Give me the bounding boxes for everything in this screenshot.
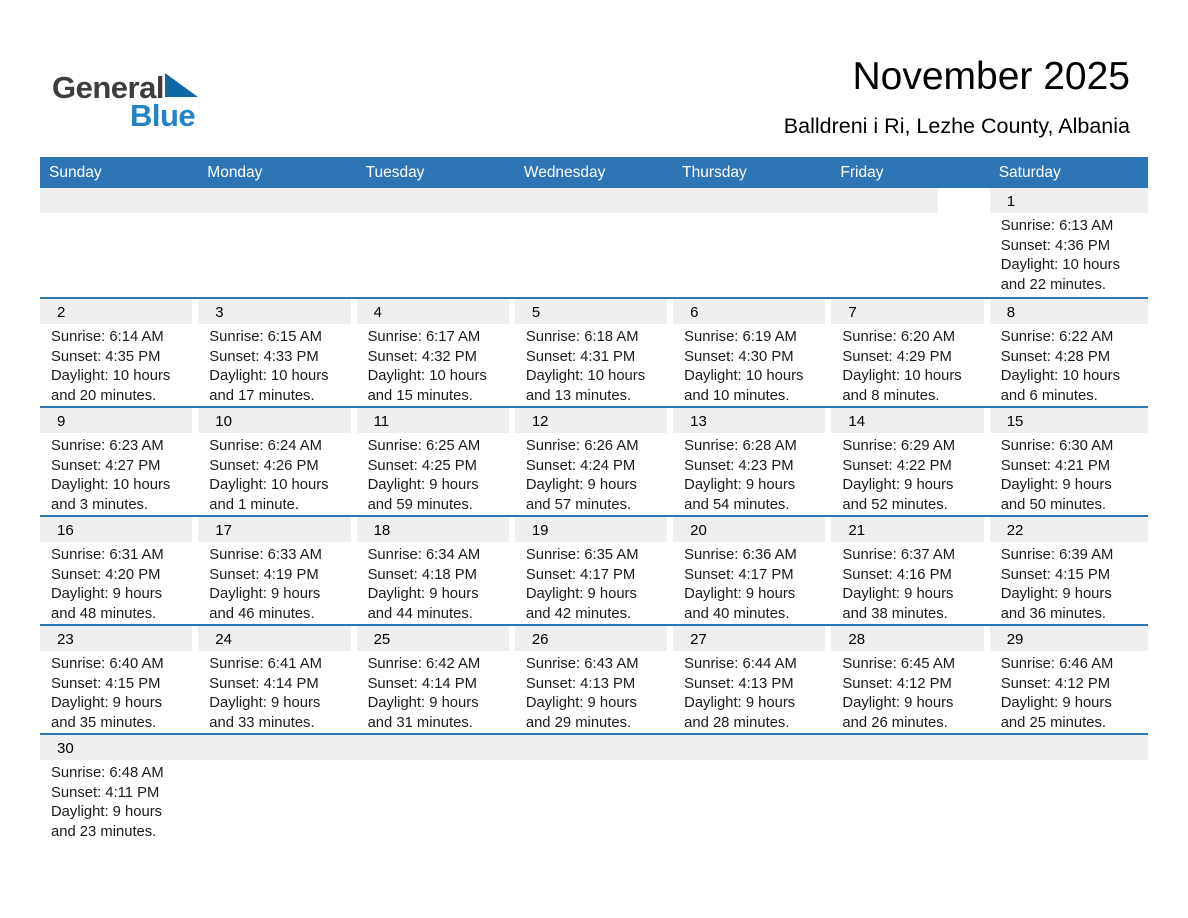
daylight-text-line1: Daylight: 9 hours xyxy=(684,586,796,603)
day-details xyxy=(40,651,198,733)
daylight-text-line1: Daylight: 9 hours xyxy=(1000,477,1112,494)
daylight-text-line2: and 50 minutes. xyxy=(1000,496,1106,513)
empty-number-band xyxy=(357,188,515,213)
day-number-band xyxy=(357,517,509,542)
calendar-table xyxy=(40,157,1148,842)
day-cell-13 xyxy=(673,408,831,515)
day-cell-28 xyxy=(831,626,989,733)
sunrise-text: Sunrise: 6:22 AM xyxy=(1000,329,1114,345)
day-number-band xyxy=(831,408,983,433)
sunset-text: Sunset: 4:19 PM xyxy=(209,566,319,583)
week-row xyxy=(40,733,1148,842)
day-details xyxy=(40,433,198,515)
day-number: 8 xyxy=(1006,304,1016,321)
sunset-text: Sunset: 4:16 PM xyxy=(842,566,952,583)
empty-number-band xyxy=(831,188,937,213)
day-number-band xyxy=(40,626,192,651)
day-number: 4 xyxy=(373,304,382,321)
weekday-header-row xyxy=(40,157,1148,188)
day-cell-21 xyxy=(831,517,989,624)
day-number-band xyxy=(198,408,350,433)
day-number-band xyxy=(990,626,1148,651)
sunrise-text: Sunrise: 6:35 AM xyxy=(525,547,639,563)
sunrise-text: Sunrise: 6:15 AM xyxy=(209,329,322,345)
day-number-band xyxy=(515,517,667,542)
weekday-header-sunday: Sunday xyxy=(49,163,102,181)
sunrise-text: Sunrise: 6:41 AM xyxy=(209,656,322,672)
day-cell-15 xyxy=(990,408,1148,515)
day-details xyxy=(198,433,356,515)
day-number: 3 xyxy=(215,304,224,321)
daylight-text-line2: and 31 minutes. xyxy=(367,714,473,731)
sunrise-text: Sunrise: 6:29 AM xyxy=(842,438,956,454)
logo-text-blue: Blue xyxy=(130,98,196,133)
day-number: 2 xyxy=(57,304,66,321)
daylight-text-line1: Daylight: 10 hours xyxy=(842,368,962,385)
daylight-text-line1: Daylight: 9 hours xyxy=(51,804,163,821)
day-details xyxy=(357,433,515,515)
empty-day-cell xyxy=(515,735,673,842)
daylight-text-line1: Daylight: 9 hours xyxy=(525,695,637,712)
day-details xyxy=(831,433,989,515)
daylight-text-line1: Daylight: 9 hours xyxy=(525,477,637,494)
day-cell-8 xyxy=(990,299,1148,406)
day-details xyxy=(990,213,1148,295)
daylight-text-line1: Daylight: 9 hours xyxy=(684,695,796,712)
day-number-band xyxy=(831,517,983,542)
empty-number-band xyxy=(40,188,198,213)
sunrise-text: Sunrise: 6:42 AM xyxy=(367,656,481,672)
day-number: 23 xyxy=(57,631,74,648)
day-details xyxy=(673,651,831,733)
sunset-text: Sunset: 4:31 PM xyxy=(525,348,636,365)
sunset-text: Sunset: 4:17 PM xyxy=(684,566,794,583)
day-number-band xyxy=(515,408,667,433)
sunset-text: Sunset: 4:20 PM xyxy=(51,566,161,583)
day-details xyxy=(673,324,831,406)
day-cell-30 xyxy=(40,735,198,842)
day-details xyxy=(357,542,515,624)
sunrise-text: Sunrise: 6:48 AM xyxy=(51,765,164,781)
day-cell-3 xyxy=(198,299,356,406)
daylight-text-line1: Daylight: 10 hours xyxy=(684,368,804,385)
empty-day-cell xyxy=(40,188,198,297)
empty-day-cell xyxy=(831,735,989,842)
daylight-text-line2: and 26 minutes. xyxy=(842,714,948,731)
day-number-band xyxy=(673,408,825,433)
sunrise-text: Sunrise: 6:46 AM xyxy=(1000,656,1114,672)
empty-number-band xyxy=(198,735,356,760)
daylight-text-line1: Daylight: 9 hours xyxy=(367,586,479,603)
day-cell-2 xyxy=(40,299,198,406)
sunset-text: Sunset: 4:25 PM xyxy=(367,457,477,474)
day-number-band xyxy=(357,408,509,433)
day-details xyxy=(831,324,989,406)
sunrise-text: Sunrise: 6:39 AM xyxy=(1000,547,1114,563)
day-number-band xyxy=(40,517,192,542)
calendar-grid xyxy=(40,188,1148,842)
day-number: 19 xyxy=(531,522,549,539)
daylight-text-line1: Daylight: 10 hours xyxy=(51,368,171,385)
daylight-text-line1: Daylight: 9 hours xyxy=(209,586,321,603)
day-number: 15 xyxy=(1006,413,1024,430)
sunset-text: Sunset: 4:26 PM xyxy=(209,457,319,474)
week-row xyxy=(40,624,1148,733)
weekday-header-saturday: Saturday xyxy=(998,163,1061,181)
daylight-text-line1: Daylight: 9 hours xyxy=(684,477,796,494)
day-cell-17 xyxy=(198,517,356,624)
day-number: 21 xyxy=(848,522,866,539)
empty-day-cell xyxy=(673,188,831,297)
day-number: 17 xyxy=(215,522,232,539)
sunrise-text: Sunrise: 6:44 AM xyxy=(684,656,797,672)
daylight-text-line2: and 10 minutes. xyxy=(684,387,790,404)
day-number: 27 xyxy=(690,631,707,648)
day-details xyxy=(831,542,989,624)
day-cell-24 xyxy=(198,626,356,733)
day-number: 6 xyxy=(690,304,699,321)
daylight-text-line1: Daylight: 9 hours xyxy=(51,586,163,603)
day-details xyxy=(515,542,673,624)
day-number: 30 xyxy=(57,740,74,757)
sunrise-text: Sunrise: 6:40 AM xyxy=(51,656,164,672)
sunrise-text: Sunrise: 6:20 AM xyxy=(842,329,956,345)
day-number: 5 xyxy=(531,304,541,321)
sunset-text: Sunset: 4:14 PM xyxy=(367,675,477,692)
day-cell-20 xyxy=(673,517,831,624)
sunset-text: Sunset: 4:13 PM xyxy=(684,675,794,692)
daylight-text-line2: and 29 minutes. xyxy=(525,714,632,731)
daylight-text-line1: Daylight: 9 hours xyxy=(525,586,637,603)
daylight-text-line2: and 40 minutes. xyxy=(684,605,790,622)
day-number-band xyxy=(40,735,198,760)
day-cell-10 xyxy=(198,408,356,515)
sunset-text: Sunset: 4:21 PM xyxy=(1000,457,1111,474)
title-block xyxy=(784,55,1130,139)
day-number-band xyxy=(40,408,192,433)
weekday-header-wednesday: Wednesday xyxy=(523,163,606,181)
day-number-band xyxy=(198,299,350,324)
sunset-text: Sunset: 4:15 PM xyxy=(1000,566,1111,583)
daylight-text-line2: and 6 minutes. xyxy=(1000,387,1098,404)
day-details xyxy=(198,651,356,733)
daylight-text-line2: and 33 minutes. xyxy=(209,714,315,731)
daylight-text-line1: Daylight: 9 hours xyxy=(842,477,954,494)
daylight-text-line1: Daylight: 9 hours xyxy=(367,695,479,712)
day-number-band xyxy=(990,188,1148,213)
day-number-band xyxy=(831,299,983,324)
day-number-band xyxy=(198,517,350,542)
day-number: 10 xyxy=(215,413,232,430)
day-number: 25 xyxy=(373,631,391,648)
day-cell-19 xyxy=(515,517,673,624)
daylight-text-line1: Daylight: 9 hours xyxy=(1000,586,1112,603)
daylight-text-line1: Daylight: 9 hours xyxy=(842,586,954,603)
empty-day-cell xyxy=(515,188,673,297)
day-cell-11 xyxy=(357,408,515,515)
empty-number-band xyxy=(990,735,1148,760)
day-details xyxy=(990,651,1148,733)
sunset-text: Sunset: 4:12 PM xyxy=(1000,675,1111,692)
sunset-text: Sunset: 4:35 PM xyxy=(51,348,161,365)
empty-number-band xyxy=(515,735,673,760)
day-cell-23 xyxy=(40,626,198,733)
logo-triangle-icon xyxy=(165,73,198,97)
day-number-band xyxy=(990,299,1148,324)
day-number: 16 xyxy=(57,522,74,539)
sunset-text: Sunset: 4:32 PM xyxy=(367,348,477,365)
daylight-text-line1: Daylight: 9 hours xyxy=(1000,695,1112,712)
daylight-text-line2: and 20 minutes. xyxy=(51,387,157,404)
sunset-text: Sunset: 4:18 PM xyxy=(367,566,477,583)
day-number: 13 xyxy=(690,413,707,430)
daylight-text-line2: and 48 minutes. xyxy=(51,605,157,622)
day-number-band xyxy=(990,408,1148,433)
day-details xyxy=(198,542,356,624)
day-number-band xyxy=(40,299,192,324)
sunset-text: Sunset: 4:13 PM xyxy=(525,675,636,692)
weekday-header-tuesday: Tuesday xyxy=(365,163,425,181)
day-number: 29 xyxy=(1006,631,1024,648)
day-number-band xyxy=(198,626,350,651)
daylight-text-line2: and 59 minutes. xyxy=(367,496,473,513)
sunset-text: Sunset: 4:29 PM xyxy=(842,348,952,365)
daylight-text-line2: and 28 minutes. xyxy=(684,714,790,731)
day-number: 1 xyxy=(1006,193,1016,210)
day-cell-1 xyxy=(990,188,1148,297)
day-details xyxy=(673,433,831,515)
daylight-text-line2: and 57 minutes. xyxy=(525,496,632,513)
sunset-text: Sunset: 4:12 PM xyxy=(842,675,952,692)
daylight-text-line1: Daylight: 9 hours xyxy=(842,695,954,712)
day-cell-25 xyxy=(357,626,515,733)
empty-day-cell xyxy=(357,735,515,842)
day-details xyxy=(990,433,1148,515)
day-cell-26 xyxy=(515,626,673,733)
day-number-band xyxy=(673,626,825,651)
empty-number-band xyxy=(198,188,356,213)
weekday-header-friday: Friday xyxy=(840,163,884,181)
day-number-band xyxy=(515,626,667,651)
day-number: 28 xyxy=(848,631,866,648)
day-cell-12 xyxy=(515,408,673,515)
daylight-text-line2: and 52 minutes. xyxy=(842,496,948,513)
day-details xyxy=(40,760,198,842)
sunrise-text: Sunrise: 6:45 AM xyxy=(842,656,956,672)
day-cell-27 xyxy=(673,626,831,733)
day-cell-9 xyxy=(40,408,198,515)
daylight-text-line2: and 38 minutes. xyxy=(842,605,948,622)
day-cell-6 xyxy=(673,299,831,406)
day-number-band xyxy=(357,299,509,324)
sunrise-text: Sunrise: 6:13 AM xyxy=(1000,218,1114,234)
sunset-text: Sunset: 4:15 PM xyxy=(51,675,161,692)
day-cell-14 xyxy=(831,408,989,515)
sunrise-text: Sunrise: 6:37 AM xyxy=(842,547,956,563)
week-row xyxy=(40,515,1148,624)
sunrise-text: Sunrise: 6:36 AM xyxy=(684,547,797,563)
sunrise-text: Sunrise: 6:14 AM xyxy=(51,329,164,345)
day-details xyxy=(673,542,831,624)
empty-day-cell xyxy=(673,735,831,842)
day-details xyxy=(515,651,673,733)
day-number-band xyxy=(357,626,509,651)
day-cell-22 xyxy=(990,517,1148,624)
daylight-text-line1: Daylight: 10 hours xyxy=(525,368,646,385)
day-details xyxy=(40,542,198,624)
day-details xyxy=(990,542,1148,624)
day-number: 7 xyxy=(848,304,857,321)
daylight-text-line2: and 22 minutes. xyxy=(1000,276,1106,293)
sunrise-text: Sunrise: 6:25 AM xyxy=(367,438,481,454)
sunset-text: Sunset: 4:17 PM xyxy=(525,566,636,583)
daylight-text-line2: and 3 minutes. xyxy=(51,496,149,513)
day-details xyxy=(357,651,515,733)
day-number-band xyxy=(673,517,825,542)
daylight-text-line2: and 13 minutes. xyxy=(525,387,632,404)
sunset-text: Sunset: 4:22 PM xyxy=(842,457,952,474)
daylight-text-line1: Daylight: 10 hours xyxy=(209,368,329,385)
sunset-text: Sunset: 4:14 PM xyxy=(209,675,319,692)
empty-number-band xyxy=(673,188,831,213)
day-cell-7 xyxy=(831,299,989,406)
day-number: 14 xyxy=(848,413,866,430)
empty-number-band xyxy=(515,188,673,213)
daylight-text-line2: and 23 minutes. xyxy=(51,823,157,840)
day-cell-29 xyxy=(990,626,1148,733)
day-details xyxy=(990,324,1148,406)
daylight-text-line2: and 54 minutes. xyxy=(684,496,790,513)
daylight-text-line1: Daylight: 10 hours xyxy=(1000,368,1120,385)
sunset-text: Sunset: 4:27 PM xyxy=(51,457,161,474)
daylight-text-line2: and 36 minutes. xyxy=(1000,605,1106,622)
day-cell-4 xyxy=(357,299,515,406)
day-details xyxy=(40,324,198,406)
sunrise-text: Sunrise: 6:19 AM xyxy=(684,329,797,345)
daylight-text-line1: Daylight: 9 hours xyxy=(367,477,479,494)
day-details xyxy=(515,324,673,406)
daylight-text-line1: Daylight: 9 hours xyxy=(51,695,163,712)
day-details xyxy=(515,433,673,515)
daylight-text-line2: and 44 minutes. xyxy=(367,605,473,622)
daylight-text-line1: Daylight: 10 hours xyxy=(367,368,487,385)
day-number: 18 xyxy=(373,522,391,539)
sunrise-text: Sunrise: 6:43 AM xyxy=(525,656,639,672)
daylight-text-line2: and 35 minutes. xyxy=(51,714,157,731)
sunrise-text: Sunrise: 6:26 AM xyxy=(525,438,639,454)
sunrise-text: Sunrise: 6:18 AM xyxy=(525,329,639,345)
daylight-text-line1: Daylight: 10 hours xyxy=(209,477,329,494)
month-title: November 2025 xyxy=(852,55,1130,98)
sunrise-text: Sunrise: 6:23 AM xyxy=(51,438,164,454)
sunset-text: Sunset: 4:11 PM xyxy=(51,784,160,801)
empty-day-cell xyxy=(198,735,356,842)
day-number-band xyxy=(673,299,825,324)
day-number: 11 xyxy=(373,413,390,430)
week-row xyxy=(40,188,1148,297)
empty-day-cell xyxy=(357,188,515,297)
sunrise-text: Sunrise: 6:31 AM xyxy=(51,547,164,563)
empty-number-band xyxy=(673,735,831,760)
sunset-text: Sunset: 4:24 PM xyxy=(525,457,636,474)
day-number-band xyxy=(990,517,1148,542)
daylight-text-line2: and 25 minutes. xyxy=(1000,714,1106,731)
empty-number-band xyxy=(831,735,989,760)
sunrise-text: Sunrise: 6:34 AM xyxy=(367,547,481,563)
daylight-text-line2: and 15 minutes. xyxy=(367,387,473,404)
sunset-text: Sunset: 4:33 PM xyxy=(209,348,319,365)
daylight-text-line2: and 1 minute. xyxy=(209,496,299,513)
day-number: 20 xyxy=(690,522,707,539)
day-number: 24 xyxy=(215,631,232,648)
sunset-text: Sunset: 4:36 PM xyxy=(1000,237,1111,254)
sunrise-text: Sunrise: 6:33 AM xyxy=(209,547,322,563)
week-row xyxy=(40,406,1148,515)
sunset-text: Sunset: 4:28 PM xyxy=(1000,348,1111,365)
sunset-text: Sunset: 4:23 PM xyxy=(684,457,794,474)
daylight-text-line2: and 42 minutes. xyxy=(525,605,632,622)
day-number: 22 xyxy=(1006,522,1024,539)
daylight-text-line2: and 17 minutes. xyxy=(209,387,315,404)
logo-text-general: General xyxy=(52,70,164,105)
day-cell-5 xyxy=(515,299,673,406)
daylight-text-line2: and 8 minutes. xyxy=(842,387,940,404)
sunset-text: Sunset: 4:30 PM xyxy=(684,348,794,365)
daylight-text-line1: Daylight: 10 hours xyxy=(51,477,171,494)
day-number: 12 xyxy=(531,413,549,430)
empty-day-cell xyxy=(831,188,989,297)
day-details xyxy=(357,324,515,406)
daylight-text-line1: Daylight: 10 hours xyxy=(1000,257,1120,274)
sunrise-text: Sunrise: 6:24 AM xyxy=(209,438,322,454)
day-details xyxy=(198,324,356,406)
weekday-header-monday: Monday xyxy=(207,163,263,181)
day-cell-18 xyxy=(357,517,515,624)
day-number-band xyxy=(831,626,983,651)
empty-day-cell xyxy=(990,735,1148,842)
empty-number-band xyxy=(357,735,515,760)
location-subtitle: Balldreni i Ri, Lezhe County, Albania xyxy=(783,113,1130,138)
sunrise-text: Sunrise: 6:28 AM xyxy=(684,438,797,454)
weekday-header-thursday: Thursday xyxy=(682,163,747,181)
day-number: 26 xyxy=(531,631,549,648)
daylight-text-line2: and 46 minutes. xyxy=(209,605,315,622)
day-number-band xyxy=(515,299,667,324)
daylight-text-line1: Daylight: 9 hours xyxy=(209,695,321,712)
sunrise-text: Sunrise: 6:17 AM xyxy=(367,329,481,345)
sunrise-text: Sunrise: 6:30 AM xyxy=(1000,438,1114,454)
day-details xyxy=(831,651,989,733)
day-cell-16 xyxy=(40,517,198,624)
empty-day-cell xyxy=(198,188,356,297)
day-number: 9 xyxy=(57,413,66,430)
general-blue-logo xyxy=(52,72,198,131)
week-row xyxy=(40,297,1148,406)
